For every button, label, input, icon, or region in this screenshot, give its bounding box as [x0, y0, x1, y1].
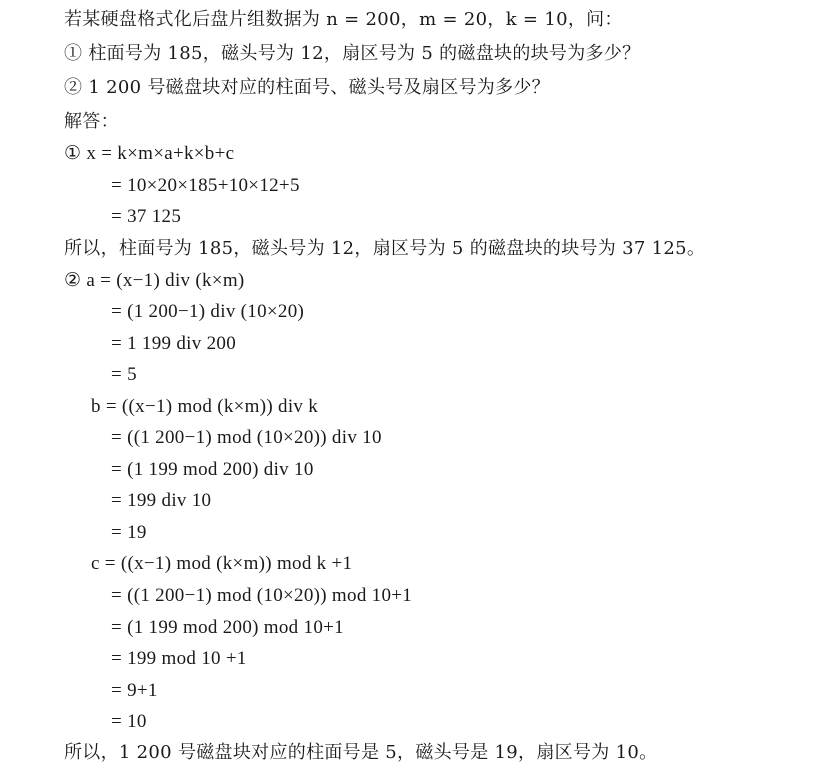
conclusion-1: 所以，柱面号为 185，磁头号为 12，扇区号为 5 的磁盘块的块号为 37 125。	[64, 238, 706, 259]
formula-c-result: = 10	[111, 711, 147, 732]
formula-b-result: = 19	[111, 522, 147, 543]
formula-x-step-1: = 10×20×185+10×12+5	[111, 175, 300, 196]
formula-a: ② a = (x−1) div (k×m)	[64, 270, 245, 291]
formula-a-result: = 5	[111, 364, 137, 385]
formula-c-step-2: = (1 199 mod 200) mod 10+1	[111, 617, 344, 638]
formula-b: b = ((x−1) mod (k×m)) div k	[91, 396, 319, 417]
conclusion-2: 所以，1 200 号磁盘块对应的柱面号是 5，磁头号是 19，扇区号为 10。	[64, 742, 658, 763]
question-2: ② 1 200 号磁盘块对应的柱面号、磁头号及扇区号为多少？	[64, 77, 550, 98]
formula-b-step-1: = ((1 200−1) mod (10×20)) div 10	[111, 427, 382, 448]
formula-b-step-2: = (1 199 mod 200) div 10	[111, 459, 314, 480]
question-1: ① 柱面号为 185，磁头号为 12，扇区号为 5 的磁盘块的块号为多少？	[64, 43, 641, 64]
formula-c: c = ((x−1) mod (k×m)) mod k +1	[91, 553, 353, 574]
formula-x: ① x = k×m×a+k×b+c	[64, 143, 235, 164]
formula-c-step-3: = 199 mod 10 +1	[111, 648, 247, 669]
problem-statement: 若某硬盘格式化后盘片组数据为 n = 200，m = 20，k = 10，问：	[64, 9, 623, 30]
formula-x-result: = 37 125	[111, 206, 182, 227]
formula-a-step-2: = 1 199 div 200	[111, 333, 236, 354]
formula-c-step-4: = 9+1	[111, 680, 158, 701]
formula-a-step-1: = (1 200−1) div (10×20)	[111, 301, 305, 322]
formula-c-step-1: = ((1 200−1) mod (10×20)) mod 10+1	[111, 585, 413, 606]
answer-heading: 解答：	[64, 111, 119, 132]
formula-b-step-3: = 199 div 10	[111, 490, 212, 511]
